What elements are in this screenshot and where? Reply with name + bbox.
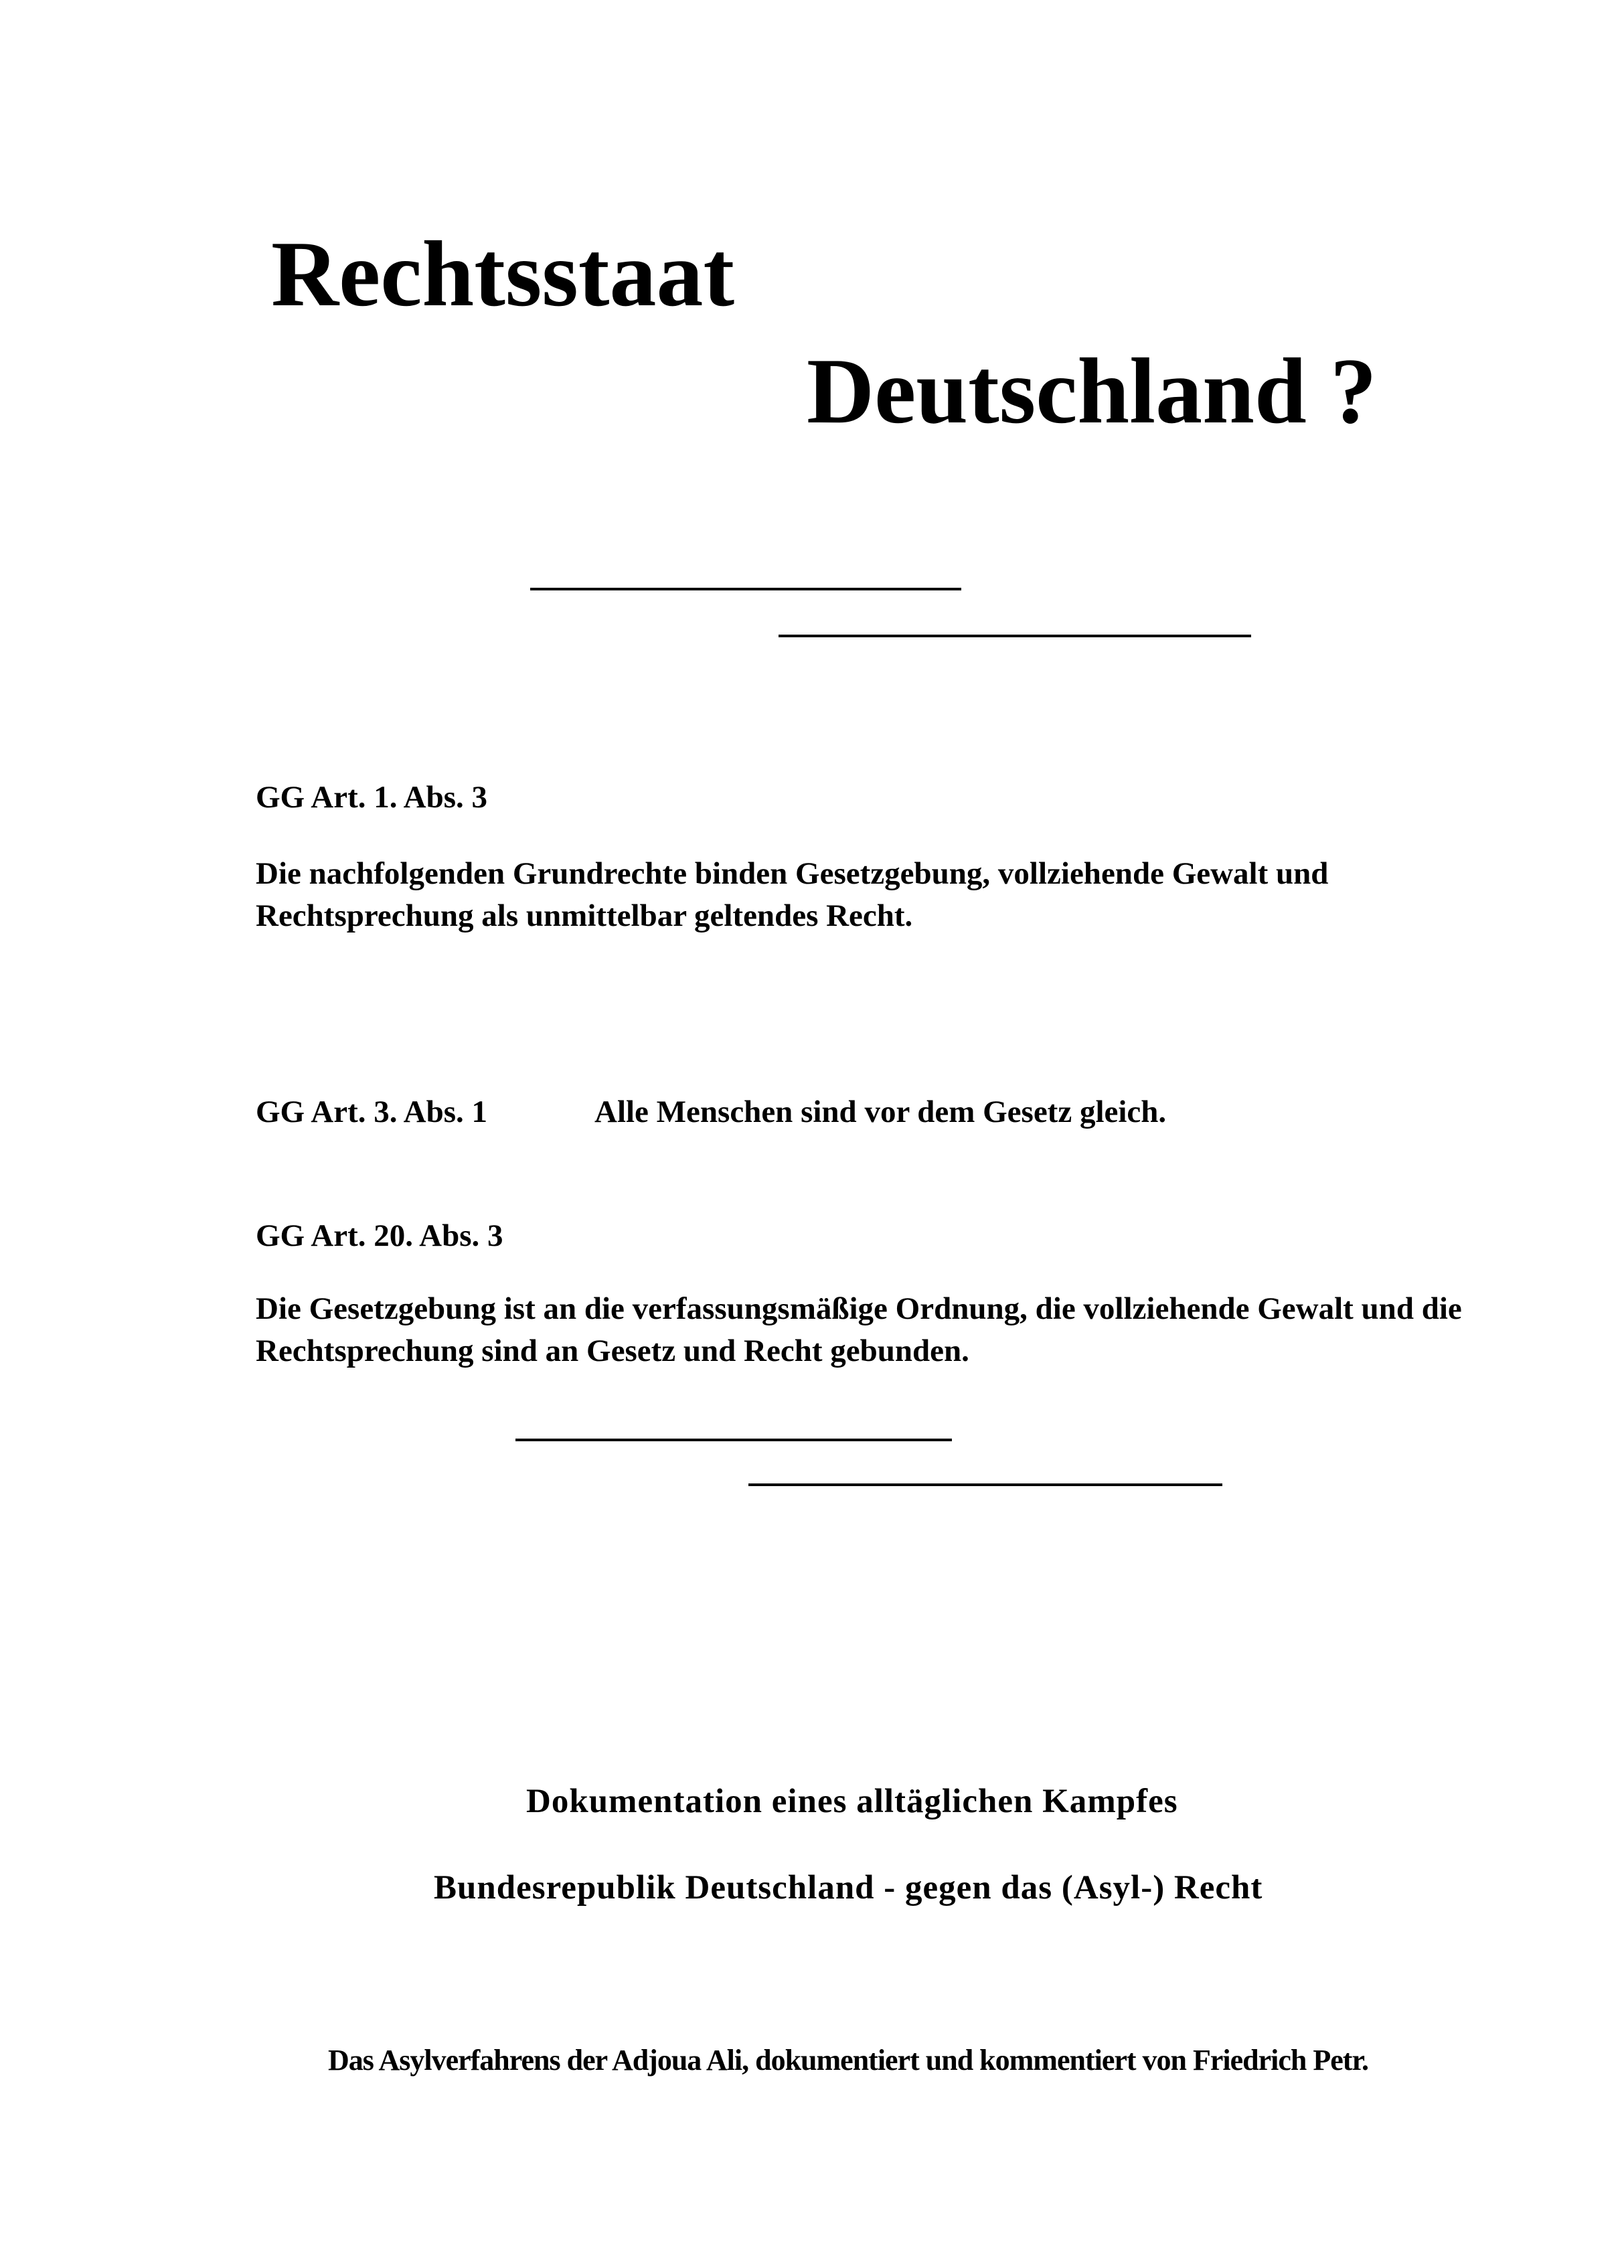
article-text: Rechtsprechung als unmittelbar geltendes Recht. <box>256 898 913 933</box>
divider-line <box>748 1483 1222 1486</box>
title-line-2: Deutschland ? <box>807 339 1377 443</box>
divider-line <box>779 635 1251 637</box>
article-ref: GG Art. 3. Abs. 1 <box>256 1095 488 1129</box>
title-line-1: Rechtsstaat <box>271 222 735 326</box>
article-text: Rechtsprechung sind an Gesetz und Recht gebunden. <box>256 1333 969 1368</box>
divider-line <box>515 1439 952 1441</box>
subtitle-line-1: Dokumentation eines alltäglichen Kampfes <box>526 1783 1178 1820</box>
article-ref: GG Art. 20. Abs. 3 <box>256 1218 503 1253</box>
subtitle-line-2: Bundesrepublik Deutschland - gegen das (Asyl-) Recht <box>434 1869 1263 1907</box>
article-ref: GG Art. 1. Abs. 3 <box>256 780 488 815</box>
credit-line: Das Asylverfahrens der Adjoua Ali, dokumentiert und kommentiert von Friedrich Petr. <box>328 2044 1368 2077</box>
article-text: Die Gesetzgebung ist an die verfassungsmäßige Ordnung, die vollziehende Gewalt und die <box>256 1291 1462 1326</box>
divider-line <box>530 588 961 590</box>
article-text: Alle Menschen sind vor dem Gesetz gleich. <box>594 1095 1167 1129</box>
article-text: Die nachfolgenden Grundrechte binden Gesetzgebung, vollziehende Gewalt und <box>256 856 1329 891</box>
